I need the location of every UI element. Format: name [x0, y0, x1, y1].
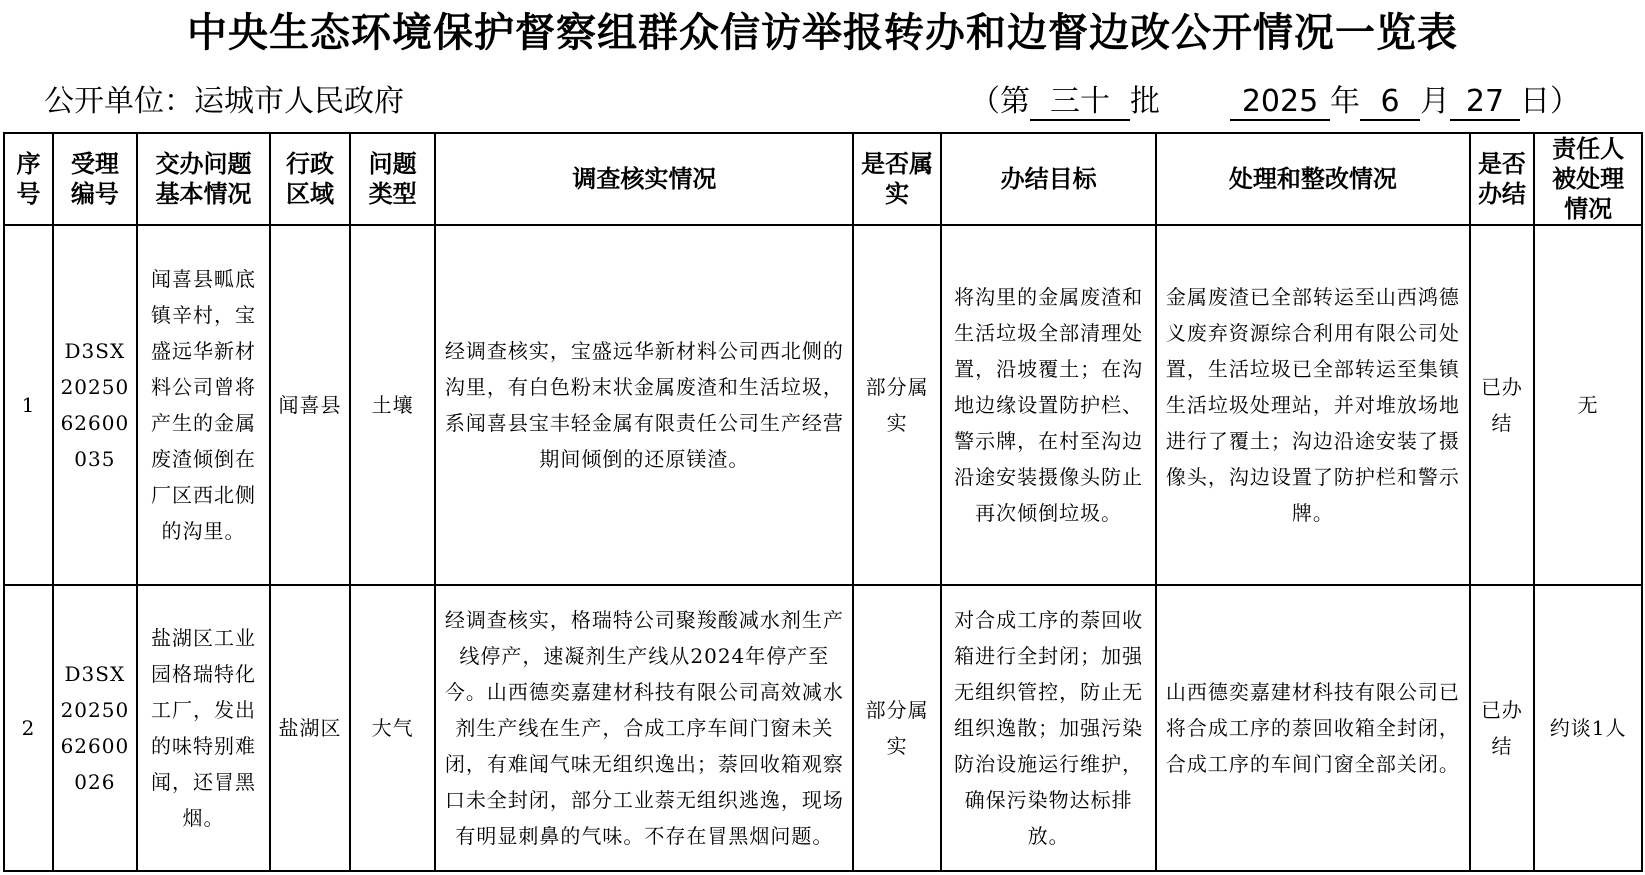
- page-title: 中央生态环境保护督察组群众信访举报转办和边督边改公开情况一览表: [187, 10, 1458, 56]
- cell-investigation: 经调查核实，格瑞特公司聚羧酸减水剂生产线停产，速凝剂生产线从2024年停产至今。山西德奕嘉建材科技有限公司高效减水剂生产线在生产，合成工序车间门窗未关闭，有难闻气味无组织逸出；萘回收箱观察口未全封闭，部分工业萘无组织逃逸，现场有明显刺鼻的气味。不存在冒黑烟问题。: [435, 585, 853, 871]
- cell-handling: 金属废渣已全部转运至山西鸿德义废弃资源综合利用有限公司处置，生活垃圾已全部转运至集镇生活垃圾处理站，并对堆放场地进行了覆土；沟边沿途安装了摄像头，沟边设置了防护栏和警示牌。: [1156, 225, 1469, 585]
- cell-target: 对合成工序的萘回收箱进行全封闭；加强无组织管控，防止无组织逸散；加强污染防治设施运行维护，确保污染物达标排放。: [941, 585, 1156, 871]
- cell-type: 大气: [350, 585, 436, 871]
- date-year: 2025: [1230, 85, 1330, 121]
- table-row: [4, 585, 1642, 871]
- unit-value: 运城市人民政府: [194, 84, 404, 119]
- col-header-type: 问题类型: [350, 133, 436, 225]
- cell-type: 土壤: [350, 225, 436, 585]
- date-day: 27: [1450, 85, 1520, 121]
- cell-target: 将沟里的金属废渣和生活垃圾全部清理处置，沿坡覆土；在沟地边缘设置防护栏、警示牌，在村至沟边沿途安装摄像头防止再次倾倒垃圾。: [941, 225, 1156, 585]
- cell-no: 2: [4, 585, 53, 871]
- col-header-handling: 处理和整改情况: [1156, 133, 1469, 225]
- cell-true: 部分属实: [853, 225, 941, 585]
- col-header-investigation: 调查核实情况: [435, 133, 853, 225]
- cell-true: 部分属实: [853, 585, 941, 871]
- cell-punish: 无: [1534, 225, 1642, 585]
- cell-basic: 闻喜县畖底镇辛村，宝盛远华新材料公司曾将产生的金属废渣倾倒在厂区西北侧的沟里。: [137, 225, 271, 585]
- cell-punish: 约谈1人: [1534, 585, 1642, 871]
- publishing-unit: [44, 82, 404, 122]
- cell-no: 1: [4, 225, 53, 585]
- cell-done: 已办结: [1470, 585, 1535, 871]
- col-header-done: 是否办结: [1470, 133, 1535, 225]
- petition-table: [3, 132, 1643, 872]
- cell-id: D3SX2025062600035: [53, 225, 137, 585]
- unit-label: 公开单位：: [44, 84, 194, 119]
- table-header-row: [4, 133, 1642, 225]
- col-header-true: 是否属实: [853, 133, 941, 225]
- batch-info: [970, 82, 1580, 122]
- cell-done: 已办结: [1470, 225, 1535, 585]
- cell-region: 盐湖区: [270, 585, 349, 871]
- table-row: [4, 225, 1642, 585]
- col-header-no: 序号: [4, 133, 53, 225]
- date-month: 6: [1360, 85, 1420, 121]
- col-header-id: 受理编号: [53, 133, 137, 225]
- day-word: 日）: [1520, 84, 1580, 119]
- col-header-basic: 交办问题基本情况: [137, 133, 271, 225]
- batch-number: 三十: [1030, 85, 1130, 121]
- year-word: 年: [1330, 84, 1360, 119]
- col-header-region: 行政区域: [270, 133, 349, 225]
- batch-word: 批: [1130, 84, 1160, 119]
- col-header-target: 办结目标: [941, 133, 1156, 225]
- cell-id: D3SX2025062600026: [53, 585, 137, 871]
- cell-handling: 山西德奕嘉建材科技有限公司已将合成工序的萘回收箱全封闭，合成工序的车间门窗全部关闭。: [1156, 585, 1469, 871]
- col-header-punish: 责任人被处理情况: [1534, 133, 1642, 225]
- cell-region: 闻喜县: [270, 225, 349, 585]
- batch-open: （第: [970, 84, 1030, 119]
- cell-basic: 盐湖区工业园格瑞特化工厂，发出的味特别难闻，还冒黑烟。: [137, 585, 271, 871]
- cell-investigation: 经调查核实，宝盛远华新材料公司西北侧的沟里，有白色粉末状金属废渣和生活垃圾，系闻喜县宝丰轻金属有限责任公司生产经营期间倾倒的还原镁渣。: [435, 225, 853, 585]
- month-word: 月: [1420, 84, 1450, 119]
